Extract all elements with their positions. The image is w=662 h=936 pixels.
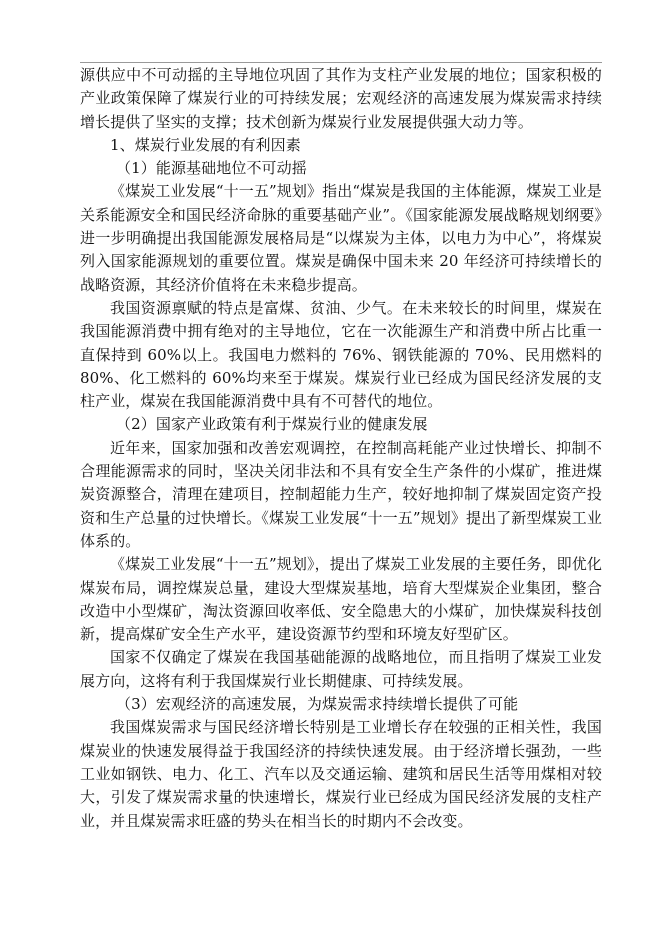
paragraph-macro-control: 近年来，国家加强和改善宏观调控，在控制高耗能产业过快增长、抑制不合理能源需求的同时，坚决关闭非法和不具有安全生产条件的小煤矿，推进煤炭资源整合，清理在建项目，控制超能力生产，较好地抑制了煤炭固定资产投资和生产总量的过快增长。《煤炭工业发展“十一五”规划》提出了新型煤炭工业体系的。 [80,438,602,550]
section-heading-favorable-factors: 1、煤炭行业发展的有利因素 [110,135,301,154]
paragraph-resource-endowment: 我国资源禀赋的特点是富煤、贫油、少气。在未来较长的时间里，煤炭在我国能源消费中拥有绝对的主导地位，它在一次能源生产和消费中所占比重一直保持到 60%以上。我国电力燃料的 76%、钢铁能源的 70%、民用燃料的 80%、化工燃料的 60%均来至于煤炭。煤炭行业已经成为国民经济发展的支柱产业，煤炭在我国能源消费中具有不可替代的地位。 [80,298,602,411]
header-rule [80,62,602,63]
paragraph-main-tasks: 《煤炭工业发展“十一五”规划》，提出了煤炭工业发展的主要任务，即优化煤炭布局，调控煤炭总量，建设大型煤炭基地，培育大型煤炭企业集团，整合改造中小型煤矿，淘汰资源回收率低、安全隐患大的小煤矿，加快煤炭科技创新，提高煤矿安全生产水平，建设资源节约型和环境友好型矿区。 [80,555,602,644]
paragraph-five-year-plan: 《煤炭工业发展“十一五”规划》指出“煤炭是我国的主体能源，煤炭工业是关系能源安全和国民经济命脉的重要基础产业”。《国家能源发展战略规划纲要》进一步明确提出我国能源发展格局是“以煤炭为主体，以电力为中心”，将煤炭列入国家能源规划的重要位置。煤炭是确保中国未来 20 年经济可持续增长的战略资源，其经济价值将在未来稳步提高。 [80,182,602,294]
document-body [80,64,602,833]
paragraph-demand-growth: 我国煤炭需求与国民经济增长特别是工业增长存在较强的正相关性，我国煤炭业的快速发展得益于我国经济的持续快速发展。由于经济增长强劲，一些工业如钢铁、电力、化工、汽车以及交通运输、建筑和居民生活等用煤相对较大，引发了煤炭需求量的快速增长，煤炭行业已经成为国民经济发展的支柱产业，并且煤炭需求旺盛的势头在相当长的时期内不会改变。 [80,718,602,830]
subheading-industrial-policy: （2）国家产业政策有利于煤炭行业的健康发展 [116,415,428,434]
subheading-macro-economy: （3）宏观经济的高速发展，为煤炭需求持续增长提供了可能 [116,695,519,714]
subheading-energy-foundation: （1）能源基础地位不可动摇 [116,159,307,178]
paragraph-strategic-position: 国家不仅确定了煤炭在我国基础能源的战略地位，而且指明了煤炭工业发展方向，这将有利于我国煤炭行业长期健康、可持续发展。 [80,648,602,690]
paragraph-continuation: 源供应中不可动摇的主导地位巩固了其作为支柱产业发展的地位；国家积极的产业政策保障了煤炭行业的可持续发展；宏观经济的高速发展为煤炭需求持续增长提供了坚实的支撑；技术创新为煤炭行业发展提供强大动力等。 [80,66,602,131]
